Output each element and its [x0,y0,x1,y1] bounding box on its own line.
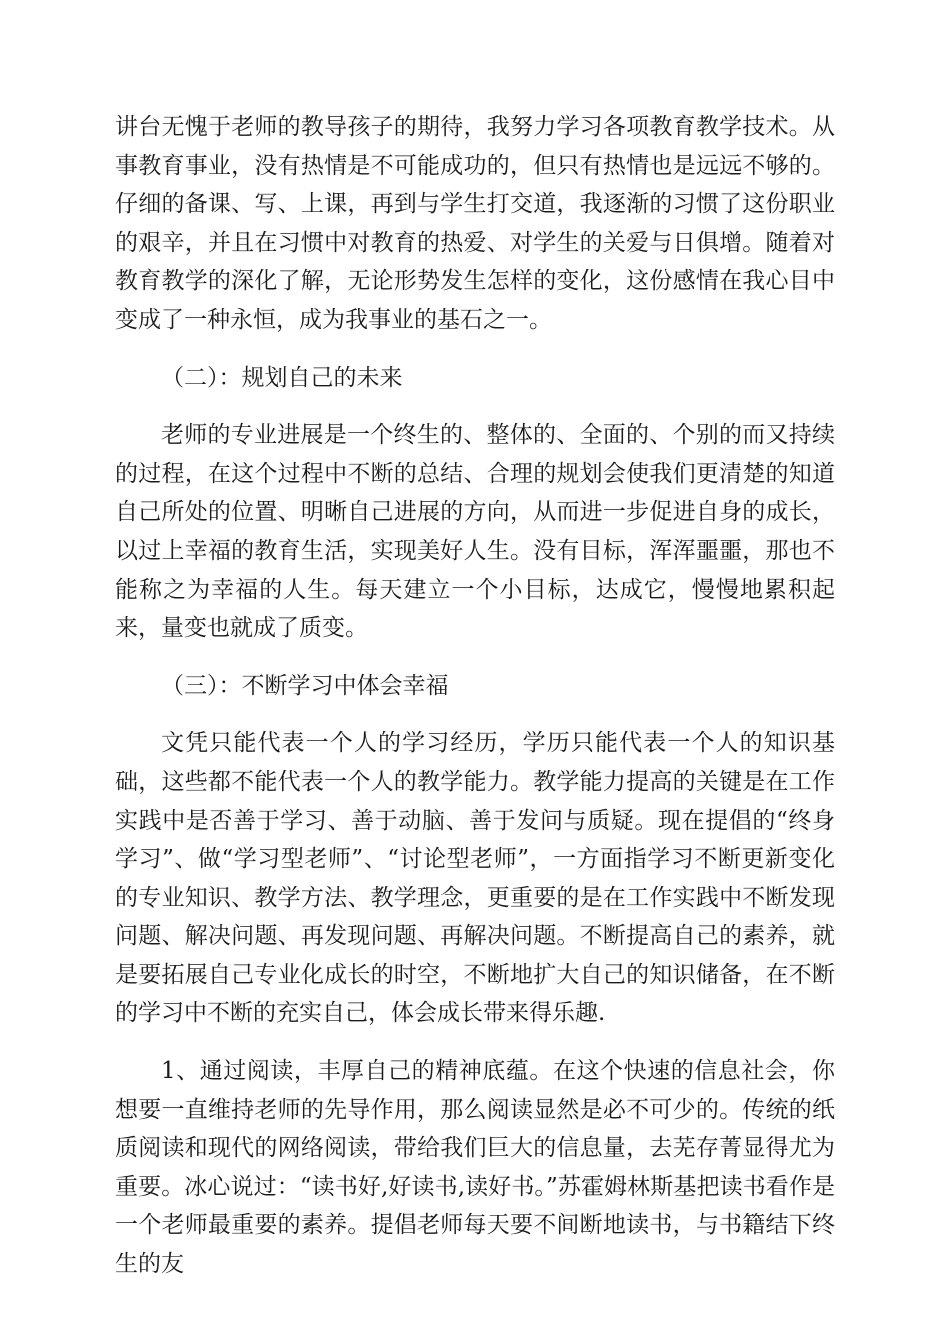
document-body [115,108,835,1284]
paragraph-continued: 讲台无愧于老师的教导孩子的期待，我努力学习各项教育教学技术。从事教育事业，没有热情是不可能成功的，但只有热情也是远远不够的。仔细的备课、写、上课，再到与学生打交道，我逐渐的习惯了这份职业的艰辛，并且在习惯中对教育的热爱、对学生的关爱与日俱增。随着对教育教学的深化了解，无论形势发生怎样的变化，这份感情在我心目中变成了一种永恒，成为我事业的基石之一。 [115,114,835,333]
paragraph-planning: 老师的专业进展是一个终生的、整体的、全面的、个别的而又持续的过程，在这个过程中不断的总结、合理的规划会使我们更清楚的知道自己所处的位置、明晰自己进展的方向，从而进一步促进自身的成长，以过上幸福的教育生活，实现美好人生。没有目标，浑浑噩噩，那也不能称之为幸福的人生。每天建立一个小目标，达成它，慢慢地累积起来，量变也就成了质变。 [115,422,835,642]
section-heading-3: （三）：不断学习中体会幸福 [161,672,449,699]
paragraph-reading: 1、通过阅读，丰厚自己的精神底蕴。在这个快速的信息社会，你想要一直维持老师的先导作用，那么阅读显然是必不可少的。传统的纸质阅读和现代的网络阅读，带给我们巨大的信息量，去芜存菁显得尤为重要。冰心说过：“读书好,好读书,读好书。”苏霍姆林斯基把读书看作是一个老师最重要的素养。提倡老师每天要不间断地读书，与书籍结下终生的友 [115,1058,835,1278]
section-heading-2: （二）：规划自己的未来 [161,364,403,391]
paragraph-learning: 文凭只能代表一个人的学习经历，学历只能代表一个人的知识基础，这些都不能代表一个人的教学能力。教学能力提高的关键是在工作实践中是否善于学习、善于动脑、善于发问与质疑。现在提倡的“终身学习”、做“学习型老师”、“讨论型老师”，一方面指学习不断更新变化的专业知识、教学方法、教学理念，更重要的是在工作实践中不断发现问题、解决问题、再发现问题、再解决问题。不断提高自己的素养，就是要拓展自己专业化成长的时空，不断地扩大自己的知识储备，在不断的学习中不断的充实自己，体会成长带来得乐趣. [115,730,835,1027]
